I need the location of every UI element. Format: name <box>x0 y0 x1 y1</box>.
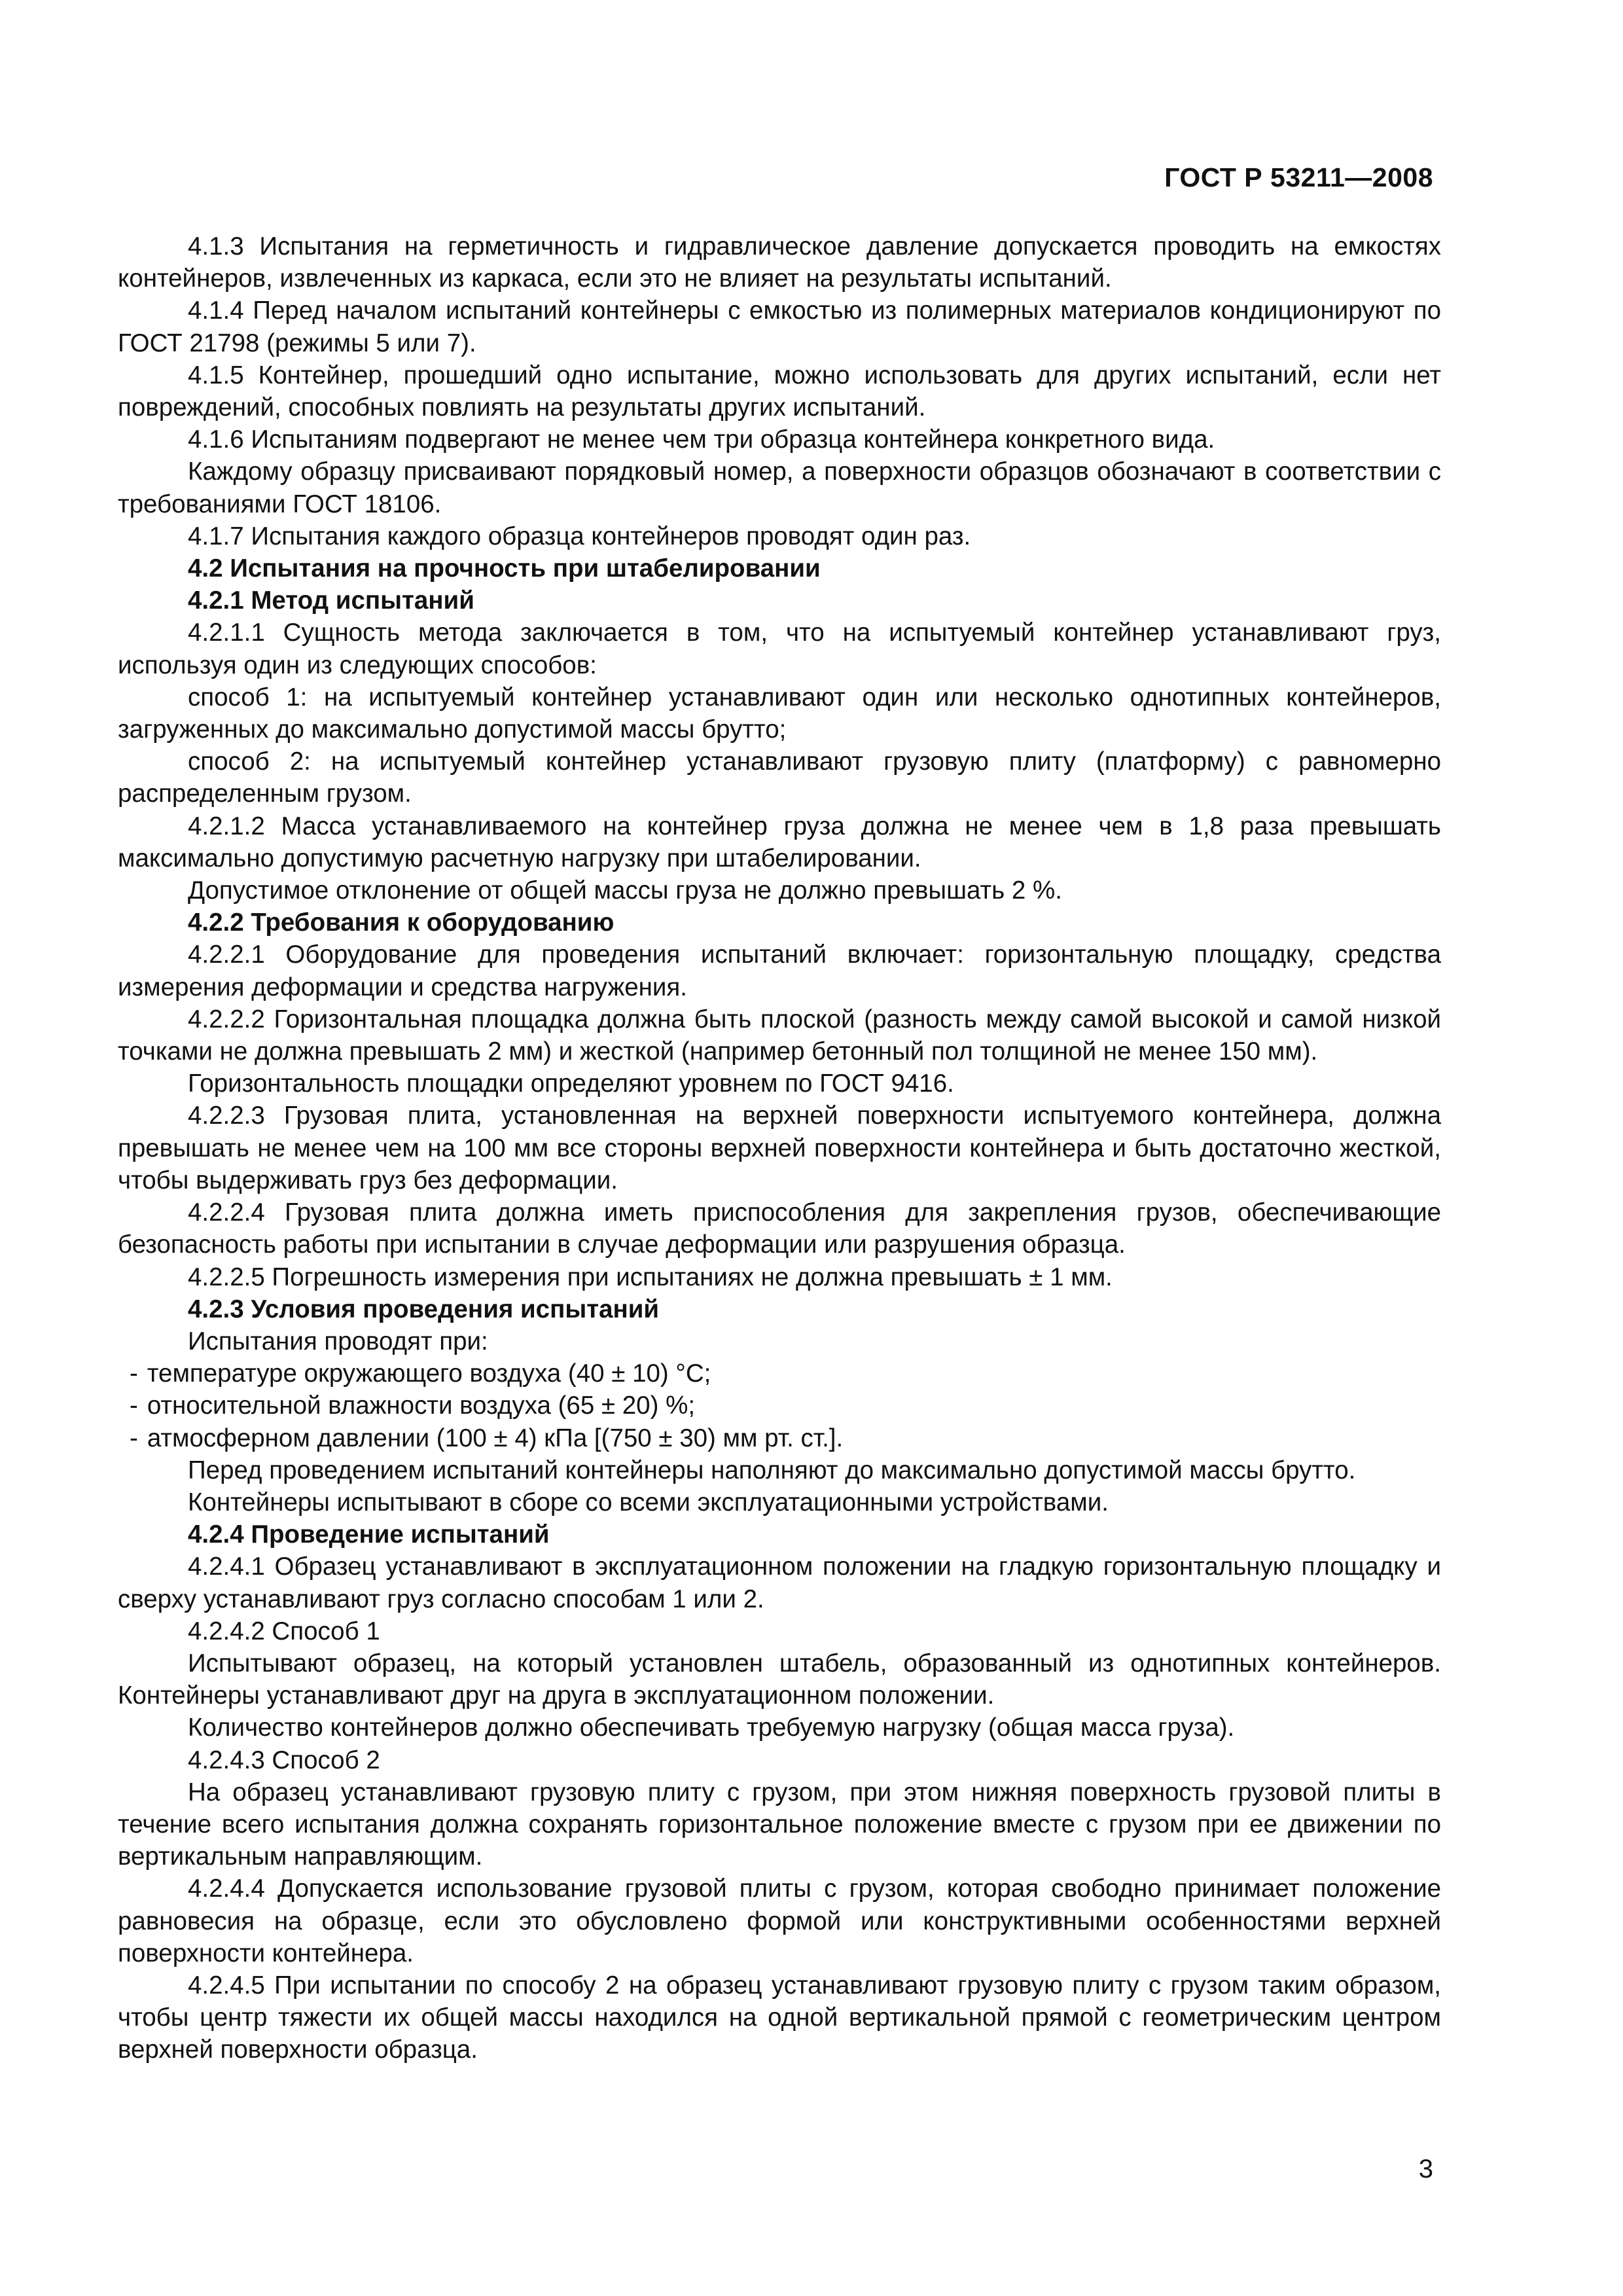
paragraph: 4.2.2.4 Грузовая плита должна иметь приспособления для закрепления грузов, обеспечивающие безопасность работы при испытании в случае деформации или разрушения образца. <box>118 1198 1441 1259</box>
section-heading: 4.2 Испытания на прочность при штабелировании <box>188 554 821 583</box>
paragraph: 4.2.4.1 Образец устанавливают в эксплуатационном положении на гладкую горизонтальную площадку и сверху устанавливают груз согласно способам 1 или 2. <box>118 1552 1441 1613</box>
section-heading: 4.2.3 Условия проведения испытаний <box>188 1295 660 1323</box>
paragraph: 4.1.6 Испытаниям подвергают не менее чем три образца контейнера конкретного вида. <box>188 425 1215 454</box>
paragraph: 4.2.4.4 Допускается использование грузовой плиты с грузом, которая свободно принимает положение равновесия на образце, если это обусловлено формой или конструктивными особенностями верхней поверхности контейнера. <box>118 1874 1441 1967</box>
paragraph: 4.2.2.3 Грузовая плита, установленная на верхней поверхности испытуемого контейнера, должна превышать не менее чем на 100 мм все стороны верхней поверхности контейнера и быть достаточно жесткой, чтобы выдерживать груз без деформации. <box>118 1102 1441 1194</box>
section-heading: 4.2.2 Требования к оборудованию <box>188 908 615 937</box>
paragraph: 4.2.1.1 Сущность метода заключается в том, что на испытуемый контейнер устанавливают груз, используя один из следующих способов: <box>118 619 1441 679</box>
paragraph: 4.2.2.1 Оборудование для проведения испытаний включает: горизонтальную площадку, средства измерения деформации и средства нагружения. <box>118 941 1441 1001</box>
list-dash: - <box>130 1359 138 1388</box>
list-dash: - <box>130 1424 138 1452</box>
section-heading: 4.2.1 Метод испытаний <box>188 586 474 615</box>
list-item <box>118 1357 1441 1390</box>
paragraph: Перед проведением испытаний контейнеры наполняют до максимально допустимой массы брутто. <box>188 1456 1356 1484</box>
paragraph: 4.2.2.5 Погрешность измерения при испытаниях не должна превышать ± 1 мм. <box>188 1263 1113 1291</box>
paragraph: Каждому образцу присваивают порядковый номер, а поверхности образцов обозначают в соответствии с требованиями ГОСТ 18106. <box>118 457 1441 518</box>
paragraph: 4.1.5 Контейнер, прошедший одно испытание, можно использовать для других испытаний, если нет повреждений, способных повлиять на результаты других испытаний. <box>118 361 1441 422</box>
paragraph: Количество контейнеров должно обеспечивать требуемую нагрузку (общая масса груза). <box>188 1713 1235 1742</box>
list-item-text: температуре окружающего воздуха (40 ± 10) °С; <box>147 1359 711 1388</box>
paragraph: 4.1.3 Испытания на герметичность и гидравлическое давление допускается проводить на емкостях контейнеров, извлеченных из каркаса, если это не влияет на результаты испытаний. <box>118 232 1441 293</box>
paragraph: способ 1: на испытуемый контейнер устанавливают один или несколько однотипных контейнеров, загруженных до максимально допустимой массы брутто; <box>118 683 1441 744</box>
list-item <box>118 1422 1441 1454</box>
paragraph: способ 2: на испытуемый контейнер устанавливают грузовую плиту (платформу) с равномерно распределенным грузом. <box>118 747 1441 808</box>
document-id-header: ГОСТ Р 53211—2008 <box>1164 162 1433 192</box>
page-number: 3 <box>1418 2155 1433 2183</box>
paragraph: 4.2.4.2 Способ 1 <box>188 1617 380 1645</box>
paragraph: Испытания проводят при: <box>188 1327 488 1355</box>
paragraph: 4.2.1.2 Масса устанавливаемого на контейнер груза должна не менее чем в 1,8 раза превышать максимально допустимую расчетную нагрузку при штабелировании. <box>118 812 1441 872</box>
paragraph: На образец устанавливают грузовую плиту с грузом, при этом нижняя поверхность грузовой плиты в течение всего испытания должна сохранять горизонтальное положение вместе с грузом при ее движении по вертикальным направляющим. <box>118 1778 1441 1871</box>
paragraph: Допустимое отклонение от общей массы груза не должно превышать 2 %. <box>188 876 1062 905</box>
section-heading: 4.2.4 Проведение испытаний <box>188 1520 550 1549</box>
paragraph: Контейнеры испытывают в сборе со всеми эксплуатационными устройствами. <box>188 1488 1109 1516</box>
list-item-text: относительной влажности воздуха (65 ± 20) %; <box>147 1391 696 1420</box>
paragraph: 4.2.4.3 Способ 2 <box>188 1746 380 1774</box>
paragraph: 4.2.2.2 Горизонтальная площадка должна быть плоской (разность между самой высокой и самой низкой точками не должна превышать 2 мм) и жесткой (например бетонный пол толщиной не менее 150 мм). <box>118 1005 1441 1066</box>
paragraph: 4.1.4 Перед началом испытаний контейнеры с емкостью из полимерных материалов кондиционируют по ГОСТ 21798 (режимы 5 или 7). <box>118 296 1441 357</box>
paragraph: Испытывают образец, на который установлен штабель, образованный из однотипных контейнеров. Контейнеры устанавливают друг на друга в эксплуатационном положении. <box>118 1649 1441 1710</box>
paragraph: 4.1.7 Испытания каждого образца контейнеров проводят один раз. <box>188 522 971 550</box>
document-body <box>118 230 1441 2066</box>
paragraph: Горизонтальность площадки определяют уровнем по ГОСТ 9416. <box>188 1069 954 1098</box>
list-item <box>118 1390 1441 1422</box>
list-item-text: атмосферном давлении (100 ± 4) кПа [(750 ± 30) мм рт. ст.]. <box>147 1424 844 1452</box>
list-dash: - <box>130 1391 138 1420</box>
paragraph: 4.2.4.5 При испытании по способу 2 на образец устанавливают грузовую плиту с грузом таким образом, чтобы центр тяжести их общей массы находился на одной вертикальной прямой с геометрическим центром верхней поверхности образца. <box>118 1971 1441 2064</box>
